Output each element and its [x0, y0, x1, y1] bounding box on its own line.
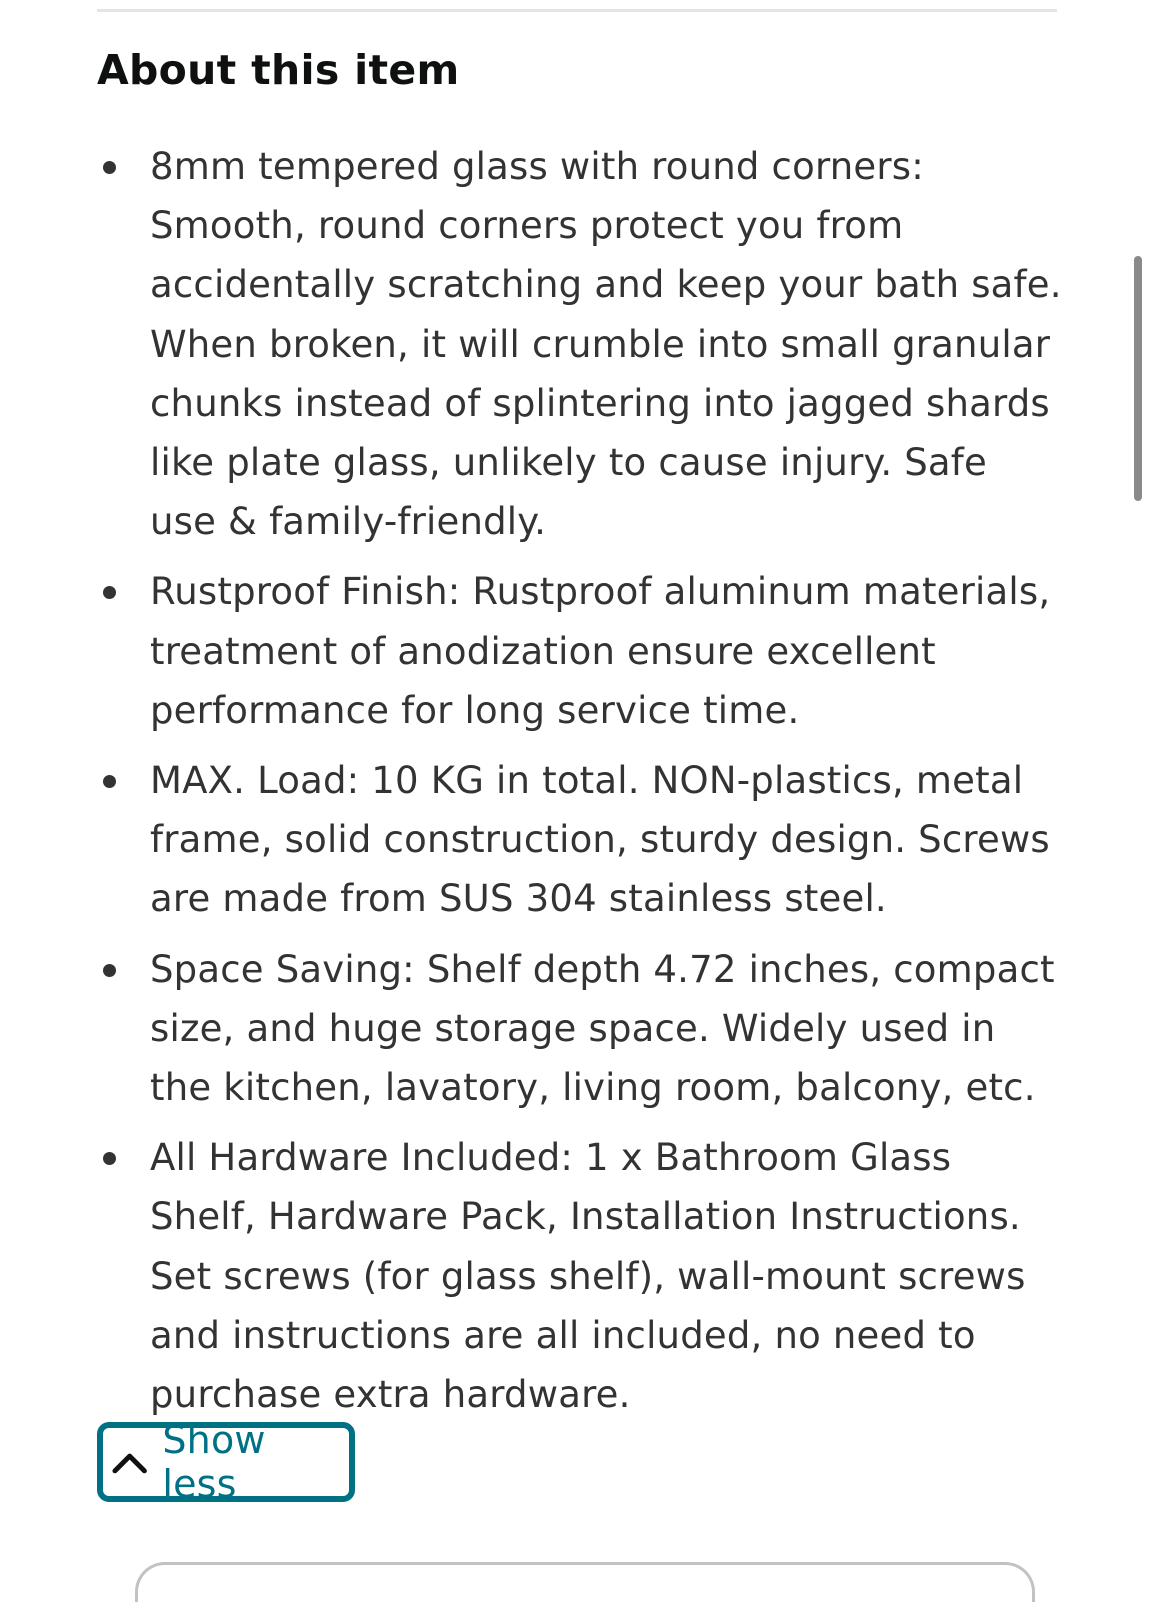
list-item [97, 940, 1062, 1118]
bullet-text: All Hardware Included: 1 x Bathroom Glass Shelf, Hardware Pack, Installation Instructions. Set screws (for glass shelf), wall-mount screws and instructions are all included, no need to purchase extra hardware. [150, 1136, 1026, 1417]
list-item [97, 562, 1062, 740]
bullet-dot-icon [103, 964, 116, 977]
bullet-dot-icon [103, 161, 116, 174]
bullet-text: Rustproof Finish: Rustproof aluminum materials, treatment of anodization ensure excellent performance for long service time. [150, 570, 1051, 732]
show-less-button[interactable] [97, 1418, 355, 1506]
bullet-dot-icon [103, 586, 116, 599]
bullet-text: 8mm tempered glass with round corners: Smooth, round corners protect you from accidentally scratching and keep your bath safe. When broken, it will crumble into small granular chunks instead of splintering into jagged shards like plate glass, unlikely to cause injury. Safe use & family-friendly. [150, 145, 1062, 544]
show-less-label: Show less [162, 1418, 266, 1506]
chevron-up-icon [111, 1447, 148, 1477]
bullet-dot-icon [103, 1152, 116, 1165]
list-item [97, 137, 1062, 551]
next-section-edge [135, 1562, 1035, 1602]
feature-bullet-list [97, 137, 1062, 1435]
bullet-text: MAX. Load: 10 KG in total. NON-plastics, metal frame, solid construction, sturdy design. Screws are made from SUS 304 stainless steel. [150, 759, 1050, 921]
scrollbar[interactable] [1134, 256, 1142, 501]
top-divider [97, 9, 1057, 12]
bullet-dot-icon [103, 775, 116, 788]
section-title: About this item [97, 46, 460, 94]
bullet-text: Space Saving: Shelf depth 4.72 inches, compact size, and huge storage space. Widely used in the kitchen, lavatory, living room, balcony, etc. [150, 947, 1055, 1110]
list-item [97, 1128, 1062, 1424]
list-item [97, 751, 1062, 929]
